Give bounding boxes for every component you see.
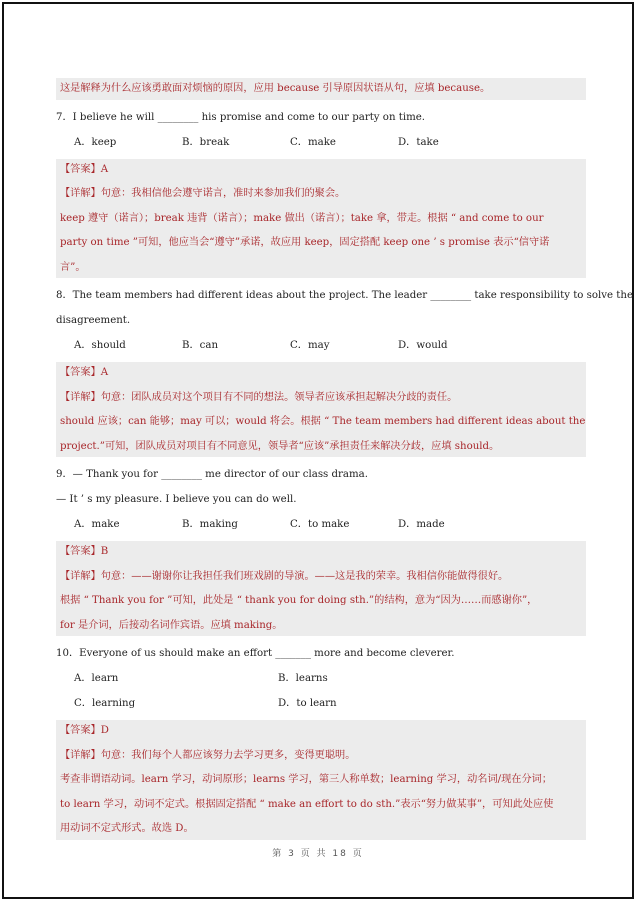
question-stem: 7．I believe he will ________ his promise and come to our party on time. <box>56 111 426 123</box>
explanation-line: party on time ”可知，他应当会“遵守”承诺，故应用 keep，固定搭配 keep one ’ s promise 表示“信守诺 <box>60 237 550 248</box>
options-row <box>56 135 586 150</box>
question-7 <box>56 110 586 279</box>
explanation-line: 用动词不定式形式。故选 D。 <box>60 823 194 834</box>
option-c: C．learning <box>74 698 136 709</box>
option-b: B．break <box>182 136 230 148</box>
question-stem: 9．— Thank you for ________ me director of our class drama. <box>56 469 368 480</box>
explanation-line: 【详解】句意：团队成员对这个项目有不同的想法。领导者应该承担起解决分歧的责任。 <box>60 391 458 403</box>
option-a: A．should <box>74 340 126 351</box>
option-d: D．take <box>398 136 439 148</box>
explanation-line: 【详解】句意：——谢谢你让我担任我们班戏剧的导演。——这是我的荣幸。我相信你能做得很好。 <box>60 570 509 582</box>
option-c: C．may <box>290 340 330 351</box>
option-a: A．keep <box>74 136 117 148</box>
option-a: A．make <box>74 519 120 530</box>
option-a: A．learn <box>74 673 119 684</box>
explanation-line: project.”可知，团队成员对项目有不同意见，领导者“应该”承担责任来解决分歧，应填 should。 <box>60 440 500 452</box>
option-b: B．can <box>182 340 219 351</box>
answer-band <box>56 159 586 279</box>
option-d: D．made <box>398 519 445 530</box>
question-stem: 8．The team members had different ideas about the project. The leader ________ take responsibility to solve the <box>56 290 633 301</box>
explanation-line: 这是解释为什么应该勇敢面对烦恼的原因，应用 because 引导原因状语从句，应填 because。 <box>60 83 491 94</box>
question-9 <box>56 467 586 636</box>
question-8 <box>56 288 633 457</box>
document-page <box>2 2 634 899</box>
option-b: B．learns <box>278 673 328 684</box>
options-row <box>56 671 586 686</box>
explanation-line: 言”。 <box>60 261 86 273</box>
explanation-line: 【详解】句意：我相信他会遵守诺言，准时来参加我们的聚会。 <box>60 188 346 199</box>
answer-label: 【答案】B <box>60 546 109 557</box>
answer-label: 【答案】A <box>60 163 109 175</box>
option-c: C．to make <box>290 519 350 530</box>
answer-band <box>56 720 586 840</box>
explanation-line: 【详解】句意：我们每个人都应该努力去学习更多，变得更聪明。 <box>60 749 356 761</box>
explanation-line: 考查非谓语动词。learn 学习，动词原形；learns 学习，第三人称单数；learning 学习，动名词/现在分词； <box>60 774 553 785</box>
option-d: D．would <box>398 340 448 351</box>
answer-band <box>56 541 586 636</box>
answer-label: 【答案】A <box>60 367 109 378</box>
explanation-line: 根据 “ Thank you for ”可知，此处是 “ thank you for doing sth.”的结构，意为“因为……而感谢你”， <box>60 595 538 606</box>
explanation-line: for 是介词，后接动名词作宾语。应填 making。 <box>60 619 283 631</box>
page-content <box>56 78 633 840</box>
question-10 <box>56 646 586 840</box>
options-row <box>56 517 586 532</box>
page-number: 第 3 页 共 18 页 <box>272 849 364 859</box>
explanation-band-top <box>56 78 586 100</box>
question-stem: disagreement. <box>56 315 131 326</box>
question-stem: 10．Everyone of us should make an effort _______ more and become cleverer. <box>56 648 455 659</box>
option-d: D．to learn <box>278 698 337 709</box>
answer-band <box>56 362 586 457</box>
option-b: B．making <box>182 519 238 530</box>
explanation-line: to learn 学习，动词不定式。根据固定搭配 “ make an effort to do sth.”表示“努力做某事”，可知此处应使 <box>60 798 554 810</box>
explanation-line: should 应该；can 能够；may 可以；would 将会。根据 “ The team members had different ideas about the <box>60 416 586 427</box>
options-row <box>56 338 586 353</box>
options-row <box>56 696 586 711</box>
option-c: C．make <box>290 136 336 148</box>
answer-label: 【答案】D <box>60 725 109 736</box>
question-stem: — It ’ s my pleasure. I believe you can do well. <box>56 494 297 505</box>
explanation-line: keep 遵守（诺言）；break 违背（诺言）；make 做出（诺言）；take 拿，带走。根据 “ and come to our <box>60 212 544 224</box>
